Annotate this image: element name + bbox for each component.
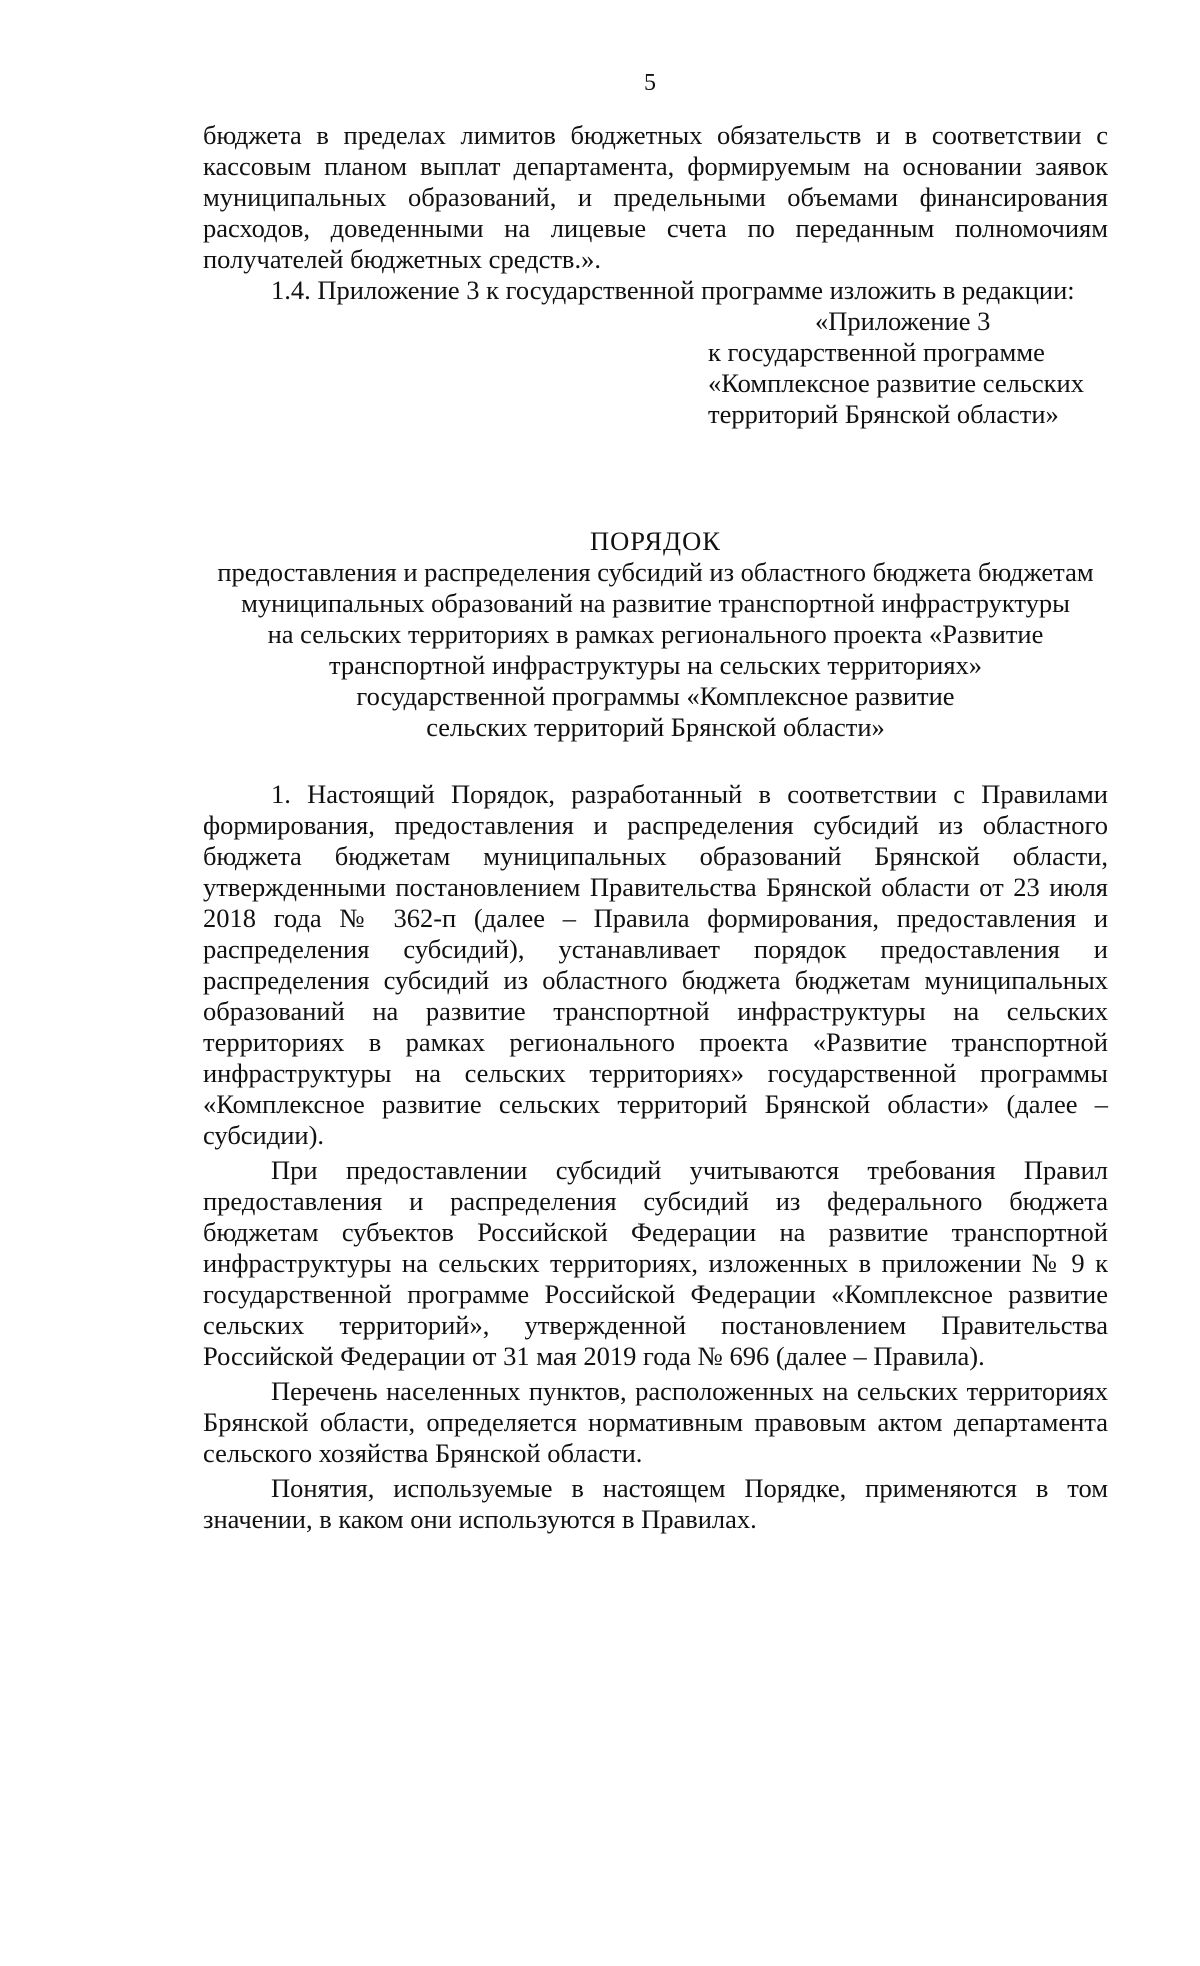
paragraph-3: Перечень населенных пунктов, расположенных на сельских территориях Брянской области, определяется нормативным правовым актом департамента сельского хозяйства Брянской области. [203,1376,1108,1468]
appendix-header-line-3: «Комплексное развитие сельских [708,368,1084,398]
paragraph-1: 1. Настоящий Порядок, разработанный в соответствии с Правилами формирования, предоставления и распределения субсидий из областного бюджета бюджетам муниципальных образований Брянской области, утвержденными постановлением Правительства Брянской области от 23 июля 2018 года № 362-п (далее – Правила формирования, предоставления и распределения субсидий), устанавливает порядок предоставления и распределения субсидий из областного бюджета бюджетам муниципальных образований на развитие транспортной инфраструктуры на сельских территориях в рамках регионального проекта «Развитие транспортной инфраструктуры на сельских территориях» государственной программы «Комплексное развитие сельских территорий Брянской области» (далее – субсидии). [203,779,1108,1150]
appendix-header-line-4: территорий Брянской области» [708,399,1059,429]
paragraph-2: При предоставлении субсидий учитываются требования Правил предоставления и распределения субсидий из федерального бюджета бюджетам субъектов Российской Федерации на развитие транспортной инфраструктуры на сельских территориях, изложенных в приложении № 9 к государственной программе Российской Федерации «Комплексное развитие сельских территорий», утвержденной постановлением Правительства Российской Федерации от 31 мая 2019 года № 696 (далее – Правила). [203,1155,1108,1371]
page-number: 5 [644,70,656,96]
subtitle-line-2: муниципальных образований на развитие транспортной инфраструктуры [241,588,1070,618]
body-block [203,779,1108,1535]
appendix-header [708,306,1108,430]
subtitle-line-4: транспортной инфраструктуры на сельских территориях» [328,650,983,680]
item-1-4-paragraph: 1.4. Приложение 3 к государственной программе изложить в редакции: [271,275,1075,305]
appendix-header-line-2: к государственной программе [708,337,1045,367]
appendix-header-line-1: «Приложение 3 [815,306,991,336]
title-block [203,526,1108,743]
subtitle-line-3: на сельских территориях в рамках регионального проекта «Развитие [267,619,1044,649]
document-subtitle [203,557,1108,743]
document-content [203,120,1108,1535]
subtitle-line-1: предоставления и распределения субсидий из областного бюджета бюджетам [217,557,1094,587]
paragraph-4: Понятия, используемые в настоящем Порядке, применяются в том значении, в каком они используются в Правилах. [203,1473,1108,1534]
subtitle-line-6: сельских территорий Брянской области» [426,712,885,742]
document-title: ПОРЯДОК [590,526,721,556]
intro-paragraph: бюджета в пределах лимитов бюджетных обязательств и в соответствии с кассовым планом выплат департамента, формируемым на основании заявок муниципальных образований, и предельными объемами финансирования расходов, доведенными на лицевые счета по переданным полномочиям получателей бюджетных средств.». [203,120,1108,274]
subtitle-line-5: государственной программы «Комплексное развитие [356,681,955,711]
